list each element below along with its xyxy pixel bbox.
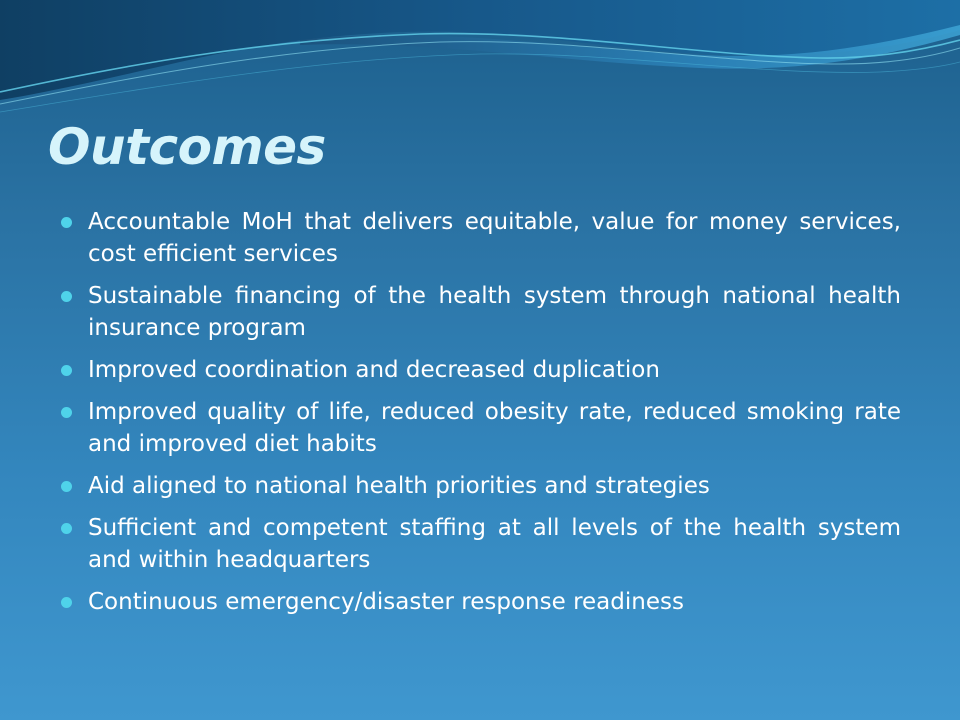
bullet-text: Accountable MoH that delivers equitable, value for money services, cost efficient services xyxy=(88,209,901,267)
bullet-text: Sustainable financing of the health system through national health insurance program xyxy=(88,283,901,341)
list-item xyxy=(58,206,901,270)
list-item xyxy=(58,512,901,576)
bullet-text: Improved coordination and decreased duplication xyxy=(88,357,660,383)
bullet-list xyxy=(58,206,901,628)
bullet-text: Continuous emergency/disaster response readiness xyxy=(88,589,684,615)
bullet-dot-icon xyxy=(61,523,72,534)
bullet-dot-icon xyxy=(61,597,72,608)
bullet-dot-icon xyxy=(61,365,72,376)
list-item xyxy=(58,470,901,502)
bullet-dot-icon xyxy=(61,481,72,492)
bullet-text: Aid aligned to national health priorities and strategies xyxy=(88,473,710,499)
bullet-dot-icon xyxy=(61,217,72,228)
bullet-text: Improved quality of life, reduced obesity rate, reduced smoking rate and improved diet habits xyxy=(88,399,901,457)
list-item xyxy=(58,280,901,344)
list-item xyxy=(58,586,901,618)
bullet-dot-icon xyxy=(61,407,72,418)
bullet-dot-icon xyxy=(61,291,72,302)
bullet-text: Sufficient and competent staffing at all levels of the health system and within headquarters xyxy=(88,515,901,573)
list-item xyxy=(58,396,901,460)
list-item xyxy=(58,354,901,386)
decorative-wave-banner xyxy=(0,0,960,130)
slide-title: Outcomes xyxy=(48,118,326,176)
